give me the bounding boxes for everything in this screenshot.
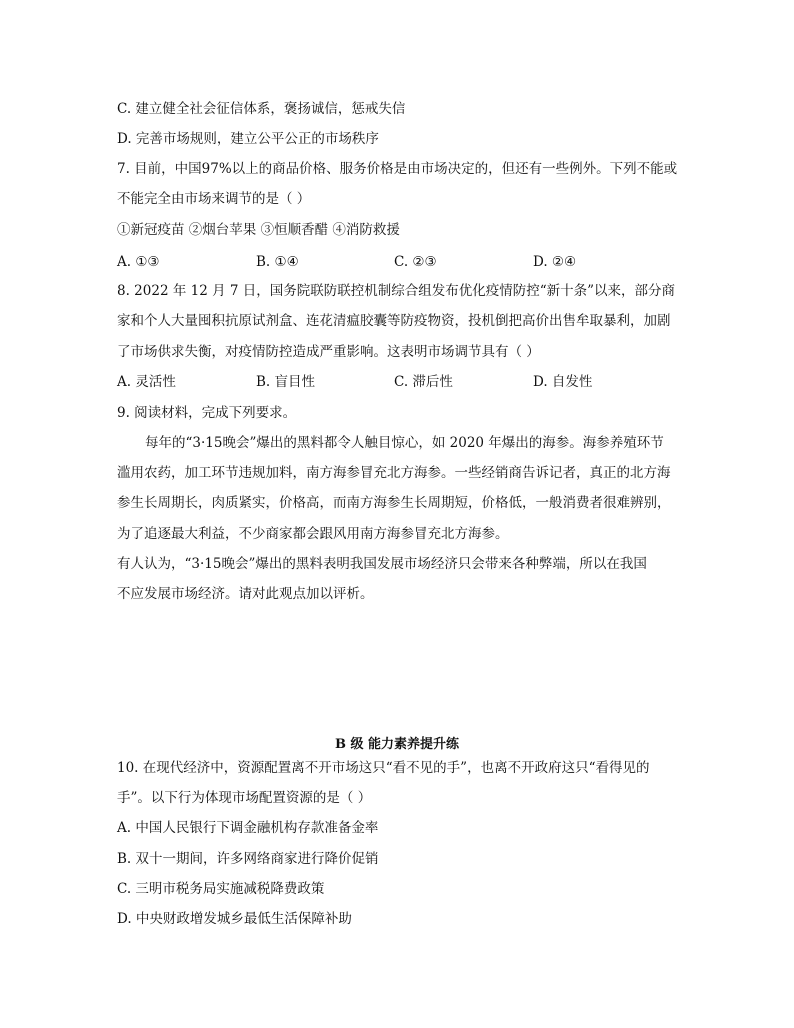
q7-stem-line2: 不能完全由市场来调节的是（ ） <box>117 191 311 207</box>
q6-option-c: C. 建立健全社会征信体系，褒扬诚信，惩戒失信 <box>117 101 406 117</box>
q7-option-b: B. ①④ <box>256 254 299 270</box>
q8-stem-line3: 了市场供求失衡，对疫情防控造成严重影响。这表明市场调节具有（ ） <box>117 344 540 360</box>
section-heading-b: B 级 能力素养提升练 <box>334 737 460 752</box>
q9-question-line2: 不应发展市场经济。请对此观点加以评析。 <box>117 586 374 602</box>
q8-option-c: C. 滞后性 <box>394 374 453 390</box>
q9-material-line1: 每年的“3·15晚会”爆出的黑料都令人触目惊心，如 2020 年爆出的海参。海参养殖环节 <box>145 435 664 451</box>
q9-material-line4: 为了追逐最大利益，不少商家都会跟风用南方海参冒充北方海参。 <box>117 526 509 542</box>
q10-stem-line1: 10. 在现代经济中，资源配置离不开市场这只“看不见的手”，也离不开政府这只“看得见的 <box>117 760 650 776</box>
q9-material-line3: 参生长周期长，肉质紧实，价格高，而南方海参生长周期短，价格低，一般消费者很难辨别， <box>117 495 671 511</box>
q10-option-a: A. 中国人民银行下调金融机构存款准备金率 <box>117 820 379 836</box>
q7-option-c: C. ②③ <box>394 254 437 270</box>
q10-option-d: D. 中央财政增发城乡最低生活保障补助 <box>117 911 352 927</box>
q7-option-a: A. ①③ <box>117 254 160 270</box>
q9-question-line1: 有人认为，“3·15晚会”爆出的黑料表明我国发展市场经济只会带来各种弊端，所以在我国 <box>117 556 647 572</box>
q8-stem-line2: 家和个人大量囤积抗原试剂盒、连花清瘟胶囊等防疫物资，投机倒把高价出售牟取暴利，加剧 <box>117 313 671 329</box>
q8-option-d: D. 自发性 <box>533 374 593 390</box>
q7-stem-line1: 7. 目前，中国97%以上的商品价格、服务价格是由市场决定的，但还有一些例外。下列不能或 <box>117 161 678 177</box>
q8-option-a: A. 灵活性 <box>117 374 176 390</box>
q8-stem-line1: 8. 2022 年 12 月 7 日，国务院联防联控机制综合组发布优化疫情防控“新十条”以来，部分商 <box>117 283 676 299</box>
q10-option-c: C. 三明市税务局实施减税降费政策 <box>117 881 325 897</box>
q8-option-b: B. 盲目性 <box>256 374 316 390</box>
q7-option-d: D. ②④ <box>533 254 577 270</box>
q9-material-line2: 滥用农药，加工环节违规加料，南方海参冒充北方海参。一些经销商告诉记者，真正的北方海 <box>117 465 671 481</box>
q7-items: ①新冠疫苗 ②烟台苹果 ③恒顺香醋 ④消防救援 <box>117 222 400 238</box>
q10-option-b: B. 双十一期间，许多网络商家进行降价促销 <box>117 851 379 867</box>
q10-stem-line2: 手”。以下行为体现市场配置资源的是（ ） <box>117 790 372 806</box>
q9-instruction: 9. 阅读材料，完成下列要求。 <box>117 405 297 421</box>
q6-option-d: D. 完善市场规则，建立公平公正的市场秩序 <box>117 131 379 147</box>
